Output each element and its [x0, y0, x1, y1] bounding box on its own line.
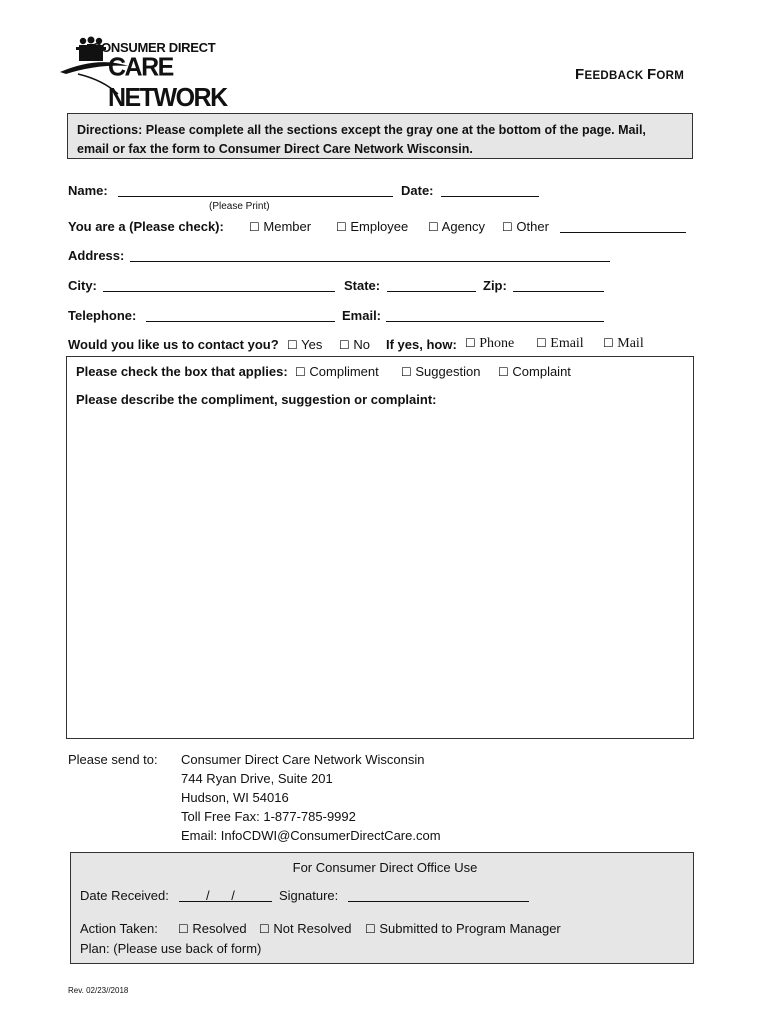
- how-mail[interactable]: ☐ Mail: [603, 336, 644, 351]
- type-complaint[interactable]: ☐ Complaint: [498, 364, 571, 379]
- action-resolved[interactable]: ☐ Resolved: [178, 921, 247, 936]
- you-are-label: You are a (Please check):: [68, 219, 224, 234]
- checkbox-icon[interactable]: ☐: [339, 338, 350, 352]
- telephone-field[interactable]: [146, 321, 335, 322]
- state-label: State:: [344, 278, 381, 293]
- action-taken-label: Action Taken:: [80, 921, 158, 936]
- checkbox-icon[interactable]: ☐: [465, 336, 476, 350]
- zip-field[interactable]: [513, 291, 604, 292]
- signature-field[interactable]: [348, 901, 529, 902]
- date-received-label: Date Received:: [80, 888, 169, 903]
- signature-label: Signature:: [279, 888, 339, 903]
- checkbox-icon[interactable]: ☐: [287, 338, 298, 352]
- checkbox-icon[interactable]: ☐: [259, 922, 270, 936]
- checkbox-icon[interactable]: ☐: [428, 220, 439, 234]
- checkbox-icon[interactable]: ☐: [502, 220, 513, 234]
- send-to-label: Please send to:: [68, 752, 158, 767]
- checkbox-icon[interactable]: ☐: [249, 220, 260, 234]
- send-to-address: [181, 750, 441, 845]
- name-label: Name:: [68, 183, 108, 198]
- feedback-check-label: Please check the box that applies:: [76, 364, 288, 379]
- logo-text-main: CARE NETWORK: [108, 52, 227, 113]
- email-label: Email:: [342, 308, 382, 323]
- address-line: Email: InfoCDWI@ConsumerDirectCare.com: [181, 828, 441, 843]
- date-field[interactable]: [441, 196, 539, 197]
- type-suggestion[interactable]: ☐ Suggestion: [401, 364, 481, 379]
- address-line: Consumer Direct Care Network Wisconsin: [181, 752, 425, 767]
- telephone-label: Telephone:: [68, 308, 137, 323]
- address-field[interactable]: [130, 261, 610, 262]
- how-email[interactable]: ☐ Email: [536, 336, 584, 351]
- contact-no[interactable]: ☐ No: [339, 337, 371, 352]
- checkbox-icon[interactable]: ☐: [401, 365, 412, 379]
- revision-note: Rev. 02/23//2018: [68, 986, 129, 995]
- how-label: If yes, how:: [386, 337, 457, 352]
- city-field[interactable]: [103, 291, 335, 292]
- checkbox-icon[interactable]: ☐: [603, 336, 614, 350]
- feedback-box[interactable]: [66, 356, 694, 739]
- role-member[interactable]: ☐ Member: [249, 219, 312, 234]
- directions-line-2: email or fax the form to Consumer Direct Care Network Wisconsin.: [77, 142, 473, 156]
- checkbox-icon[interactable]: ☐: [498, 365, 509, 379]
- address-line: Hudson, WI 54016: [181, 790, 289, 805]
- name-field[interactable]: [118, 196, 393, 197]
- feedback-describe-label: Please describe the compliment, suggestion or complaint:: [76, 392, 437, 407]
- zip-label: Zip:: [483, 278, 507, 293]
- office-use-title: For Consumer Direct Office Use: [292, 860, 478, 875]
- role-agency[interactable]: ☐ Agency: [428, 219, 486, 234]
- address-line: Toll Free Fax: 1-877-785-9992: [181, 809, 356, 824]
- role-employee[interactable]: ☐ Employee: [336, 219, 409, 234]
- page-title: FEEDBACK FORM: [575, 66, 685, 83]
- address-label: Address:: [68, 248, 125, 263]
- checkbox-icon[interactable]: ☐: [536, 336, 547, 350]
- other-field[interactable]: [560, 232, 686, 233]
- action-submitted[interactable]: ☐ Submitted to Program Manager: [365, 921, 561, 936]
- logo-text-top: CONSUMER DIRECT: [92, 40, 216, 55]
- date-label: Date:: [401, 183, 434, 198]
- contact-yes[interactable]: ☐ Yes: [287, 337, 323, 352]
- checkbox-icon[interactable]: ☐: [336, 220, 347, 234]
- type-compliment[interactable]: ☐ Compliment: [295, 364, 379, 379]
- company-logo: [58, 36, 248, 113]
- please-print-note: (Please Print): [209, 201, 270, 212]
- city-label: City:: [68, 278, 97, 293]
- how-phone[interactable]: ☐ Phone: [465, 336, 515, 351]
- directions-line-1: Directions: Please complete all the sections except the gray one at the bottom of the page. Mail,: [77, 123, 646, 137]
- checkbox-icon[interactable]: ☐: [295, 365, 306, 379]
- role-other[interactable]: ☐ Other: [502, 219, 549, 234]
- contact-label: Would you like us to contact you?: [68, 337, 279, 352]
- checkbox-icon[interactable]: ☐: [178, 922, 189, 936]
- plan-label: Plan: (Please use back of form): [80, 941, 262, 956]
- action-not-resolved[interactable]: ☐ Not Resolved: [259, 921, 352, 936]
- checkbox-icon[interactable]: ☐: [365, 922, 376, 936]
- state-field[interactable]: [387, 291, 476, 292]
- email-field[interactable]: [386, 321, 604, 322]
- address-line: 744 Ryan Drive, Suite 201: [181, 771, 333, 786]
- date-received-slashes: / /: [206, 888, 235, 903]
- directions-box: [67, 113, 693, 159]
